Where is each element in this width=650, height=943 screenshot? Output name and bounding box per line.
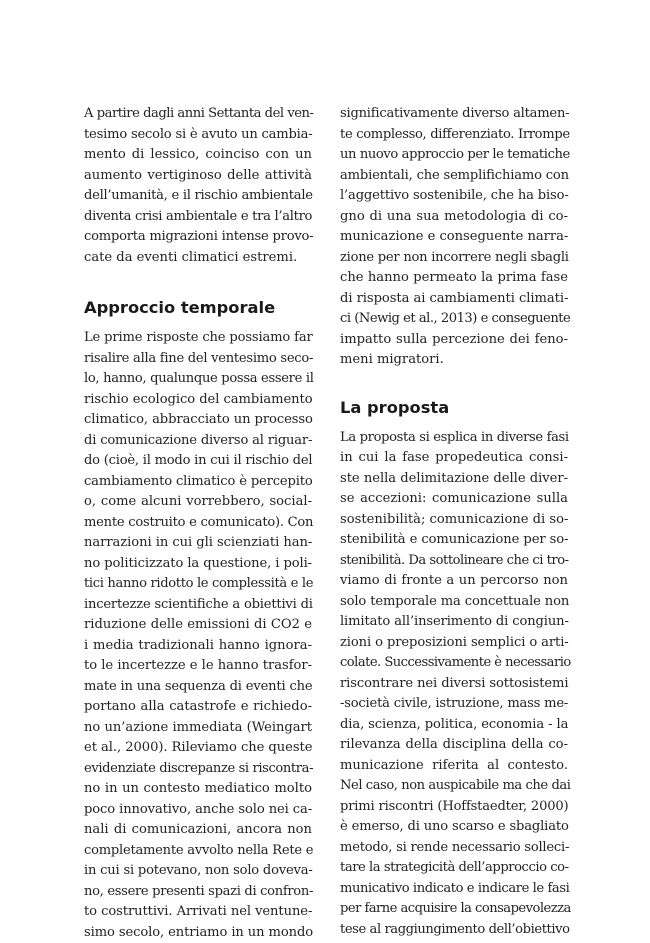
text-line: cambiamento climatico è percepito bbox=[84, 472, 312, 493]
paragraph-la-proposta bbox=[340, 428, 568, 941]
text-line: poco innovativo, anche solo nei ca- bbox=[84, 800, 312, 821]
text-line: stenibilità e comunicazione per so- bbox=[340, 530, 568, 551]
text-line: stenibilità. Da sottolineare che ci tro- bbox=[340, 551, 568, 572]
text-line: cate da eventi climatici estremi. bbox=[84, 248, 312, 269]
text-line: mente costruito e comunicato). Con bbox=[84, 513, 312, 534]
text-line: incertezze scientifiche a obiettivi di bbox=[84, 595, 312, 616]
text-line: no, essere presenti spazi di confron- bbox=[84, 882, 312, 903]
text-line: dia, scienza, politica, economia - la bbox=[340, 715, 568, 736]
text-line: do (cioè, il modo in cui il rischio del bbox=[84, 451, 312, 472]
text-line: i media tradizionali hanno ignora- bbox=[84, 636, 312, 657]
text-line: riscontrare nei diversi sottosistemi bbox=[340, 674, 568, 695]
text-line: narrazioni in cui gli scienziati han- bbox=[84, 533, 312, 554]
text-line: et al., 2000). Rileviamo che queste bbox=[84, 738, 312, 759]
text-line: di risposta ai cambiamenti climati- bbox=[340, 289, 568, 310]
text-line: zioni o preposizioni semplici o arti- bbox=[340, 633, 568, 654]
text-line: colate. Successivamente è necessario bbox=[340, 653, 568, 674]
text-line: ste nella delimitazione delle diver- bbox=[340, 469, 568, 490]
left-column bbox=[84, 104, 312, 943]
text-line: -società civile, istruzione, mass me- bbox=[340, 694, 568, 715]
text-line: mento di lessico, coinciso con un bbox=[84, 145, 312, 166]
text-line: in cui la fase propedeutica consi- bbox=[340, 448, 568, 469]
text-line: metodo, si rende necessario solleci- bbox=[340, 838, 568, 859]
paragraph-intro bbox=[84, 104, 312, 268]
text-line: evidenziate discrepanze si riscontra- bbox=[84, 759, 312, 780]
text-line: diventa crisi ambientale e tra l’altro bbox=[84, 207, 312, 228]
text-line: zione per non incorrere negli sbagli bbox=[340, 248, 568, 269]
text-line: tare la strategicità dell’approccio co- bbox=[340, 858, 568, 879]
text-line: to costruttivi. Arrivati nel ventune- bbox=[84, 902, 312, 923]
text-line: lo, hanno, qualunque possa essere il bbox=[84, 369, 312, 390]
text-line: portano alla catastrofe e richiedo- bbox=[84, 697, 312, 718]
text-line: un nuovo approccio per le tematiche bbox=[340, 145, 568, 166]
text-line: sostenibilità; comunicazione di so- bbox=[340, 510, 568, 531]
paragraph-continuation bbox=[340, 104, 568, 371]
text-line: completamente avvolto nella Rete e bbox=[84, 841, 312, 862]
section-heading-la-proposta: La proposta bbox=[340, 395, 568, 421]
text-line: di comunicazione diverso al riguar- bbox=[84, 431, 312, 452]
text-line: che hanno permeato la prima fase bbox=[340, 268, 568, 289]
text-line: se accezioni: comunicazione sulla bbox=[340, 489, 568, 510]
text-line: rischio ecologico del cambiamento bbox=[84, 390, 312, 411]
text-line: comporta migrazioni intense provo- bbox=[84, 227, 312, 248]
text-line: A partire dagli anni Settanta del ven- bbox=[84, 104, 312, 125]
text-line: ambientali, che semplifichiamo con bbox=[340, 166, 568, 187]
text-line: no un’azione immediata (Weingart bbox=[84, 718, 312, 739]
text-line: municativo indicato e indicare le fasi bbox=[340, 879, 568, 900]
text-line: impatto sulla percezione dei feno- bbox=[340, 330, 568, 351]
text-line: to le incertezze e le hanno trasfor- bbox=[84, 656, 312, 677]
text-line: viamo di fronte a un percorso non bbox=[340, 571, 568, 592]
text-line: dell’umanità, e il rischio ambientale bbox=[84, 186, 312, 207]
text-line: mate in una sequenza di eventi che bbox=[84, 677, 312, 698]
text-line: aumento vertiginoso delle attività bbox=[84, 166, 312, 187]
text-line: gno di una sua metodologia di co- bbox=[340, 207, 568, 228]
text-line: limitato all’inserimento di congiun- bbox=[340, 612, 568, 633]
text-line: è emerso, di uno scarso e sbagliato bbox=[340, 817, 568, 838]
text-line: no in un contesto mediatico molto bbox=[84, 779, 312, 800]
paragraph-approccio-temporale bbox=[84, 328, 312, 943]
text-line: rilevanza della disciplina della co- bbox=[340, 735, 568, 756]
text-line: nali di comunicazioni, ancora non bbox=[84, 820, 312, 841]
text-line: La proposta si esplica in diverse fasi bbox=[340, 428, 568, 449]
text-line: o, come alcuni vorrebbero, social- bbox=[84, 492, 312, 513]
text-line: Nel caso, non auspicabile ma che dai bbox=[340, 776, 568, 797]
text-line: per farne acquisire la consapevolezza bbox=[340, 899, 568, 920]
text-line: ci (Newig et al., 2013) e conseguente bbox=[340, 309, 568, 330]
text-line: in cui si potevano, non solo doveva- bbox=[84, 861, 312, 882]
right-column bbox=[340, 104, 568, 940]
text-line: tesimo secolo si è avuto un cambia- bbox=[84, 125, 312, 146]
text-line: Le prime risposte che possiamo far bbox=[84, 328, 312, 349]
text-line: te complesso, differenziato. Irrompe bbox=[340, 125, 568, 146]
text-line: solo temporale ma concettuale non bbox=[340, 592, 568, 613]
text-line: significativamente diverso altamen- bbox=[340, 104, 568, 125]
text-line: meni migratori. bbox=[340, 350, 568, 371]
text-line: municazione e conseguente narra- bbox=[340, 227, 568, 248]
text-line: simo secolo, entriamo in un mondo bbox=[84, 923, 312, 943]
text-line: l’aggettivo sostenibile, che ha biso- bbox=[340, 186, 568, 207]
text-line: tese al raggiungimento dell’obiettivo bbox=[340, 920, 568, 941]
text-line: riduzione delle emissioni di CO2 e bbox=[84, 615, 312, 636]
text-line: tici hanno ridotto le complessità e le bbox=[84, 574, 312, 595]
section-heading-approccio-temporale: Approccio temporale bbox=[84, 295, 312, 321]
text-line: primi riscontri (Hoffstaedter, 2000) bbox=[340, 797, 568, 818]
text-line: no politicizzato la questione, i poli- bbox=[84, 554, 312, 575]
text-line: municazione riferita al contesto. bbox=[340, 756, 568, 777]
text-line: risalire alla fine del ventesimo seco- bbox=[84, 349, 312, 370]
text-line: climatico, abbracciato un processo bbox=[84, 410, 312, 431]
